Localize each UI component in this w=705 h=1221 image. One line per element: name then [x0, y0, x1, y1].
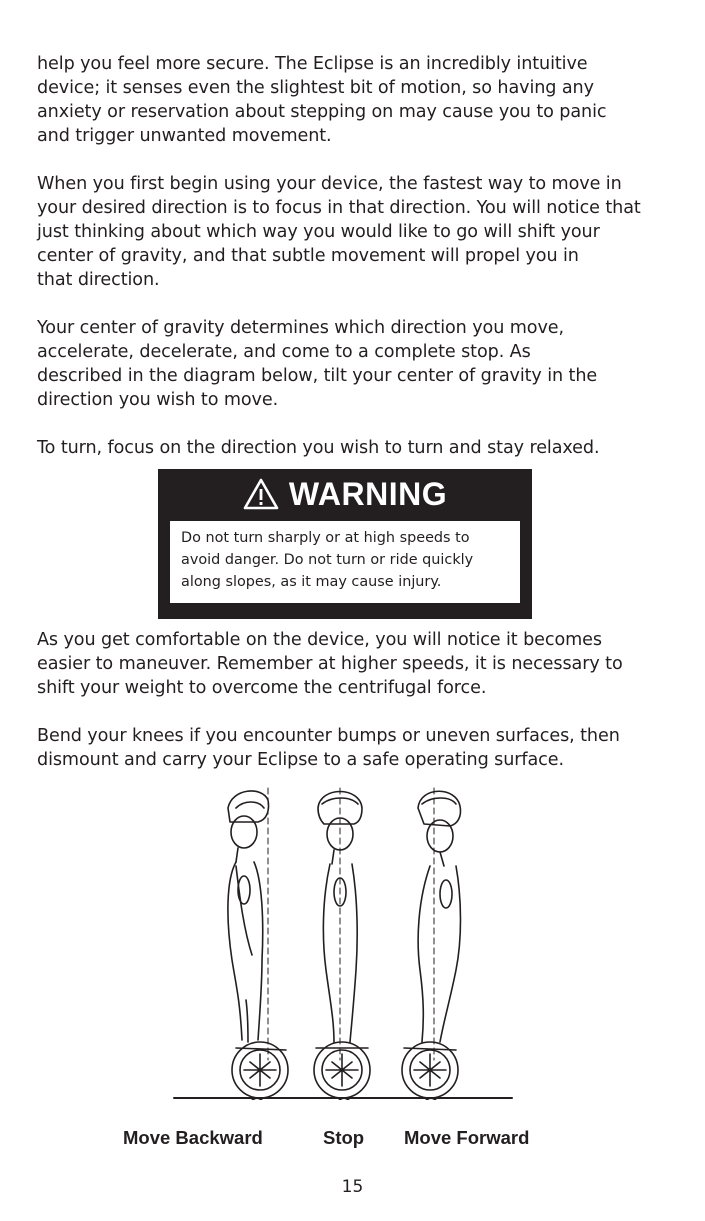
text-line: anxiety or reservation about stepping on may cause you to panic: [37, 102, 607, 122]
paragraph-comfortable: [37, 628, 677, 700]
caption-move-forward: Move Forward: [404, 1127, 530, 1148]
paragraph-bumps: [37, 724, 677, 772]
text-line: device; it senses even the slightest bit of motion, so having any: [37, 78, 594, 98]
paragraph-turning: [37, 436, 677, 460]
text-line: accelerate, decelerate, and come to a complete stop. As: [37, 342, 531, 362]
text-line: and trigger unwanted movement.: [37, 126, 332, 146]
text-line: help you feel more secure. The Eclipse is an incredibly intuitive: [37, 54, 588, 74]
warning-line: avoid danger. Do not turn or ride quickly: [181, 552, 474, 568]
text-line: When you first begin using your device, the fastest way to move in: [37, 174, 622, 194]
rider-posture-diagram: [0, 780, 705, 1100]
warning-box: [158, 469, 532, 619]
paragraph-center-of-gravity: [37, 316, 677, 412]
paragraph-first-use: [37, 172, 677, 292]
text-line: your desired direction is to focus in that direction. You will notice that: [37, 198, 641, 218]
paragraph-feel-secure: [37, 52, 677, 148]
text-line: As you get comfortable on the device, you will notice it becomes: [37, 630, 602, 650]
text-line: Your center of gravity determines which direction you move,: [37, 318, 564, 338]
text-line: center of gravity, and that subtle movement will propel you in: [37, 246, 579, 266]
page-number: 15: [341, 1177, 364, 1197]
text-line: direction you wish to move.: [37, 390, 279, 410]
text-line: Bend your knees if you encounter bumps or uneven surfaces, then: [37, 726, 620, 746]
text-line: dismount and carry your Eclipse to a safe operating surface.: [37, 750, 564, 770]
warning-line: along slopes, as it may cause injury.: [181, 574, 442, 590]
text-line: To turn, focus on the direction you wish to turn and stay relaxed.: [37, 438, 600, 458]
caption-stop: Stop: [323, 1127, 365, 1148]
text-line: that direction.: [37, 270, 160, 290]
caption-move-backward: Move Backward: [123, 1127, 263, 1148]
warning-triangle-icon: [243, 478, 279, 510]
rider-forward-figure: [402, 788, 461, 1098]
text-line: described in the diagram below, tilt your center of gravity in the: [37, 366, 598, 386]
warning-line: Do not turn sharply or at high speeds to: [181, 530, 470, 546]
warning-text: [170, 521, 520, 603]
text-line: easier to maneuver. Remember at higher speeds, it is necessary to: [37, 654, 623, 674]
text-line: just thinking about which way you would like to go will shift your: [37, 222, 600, 242]
text-line: shift your weight to overcome the centrifugal force.: [37, 678, 487, 698]
warning-header: [158, 474, 532, 514]
rider-stop-figure: [314, 788, 370, 1098]
rider-backward-figure: [228, 788, 288, 1098]
warning-title: WARNING: [288, 475, 448, 512]
